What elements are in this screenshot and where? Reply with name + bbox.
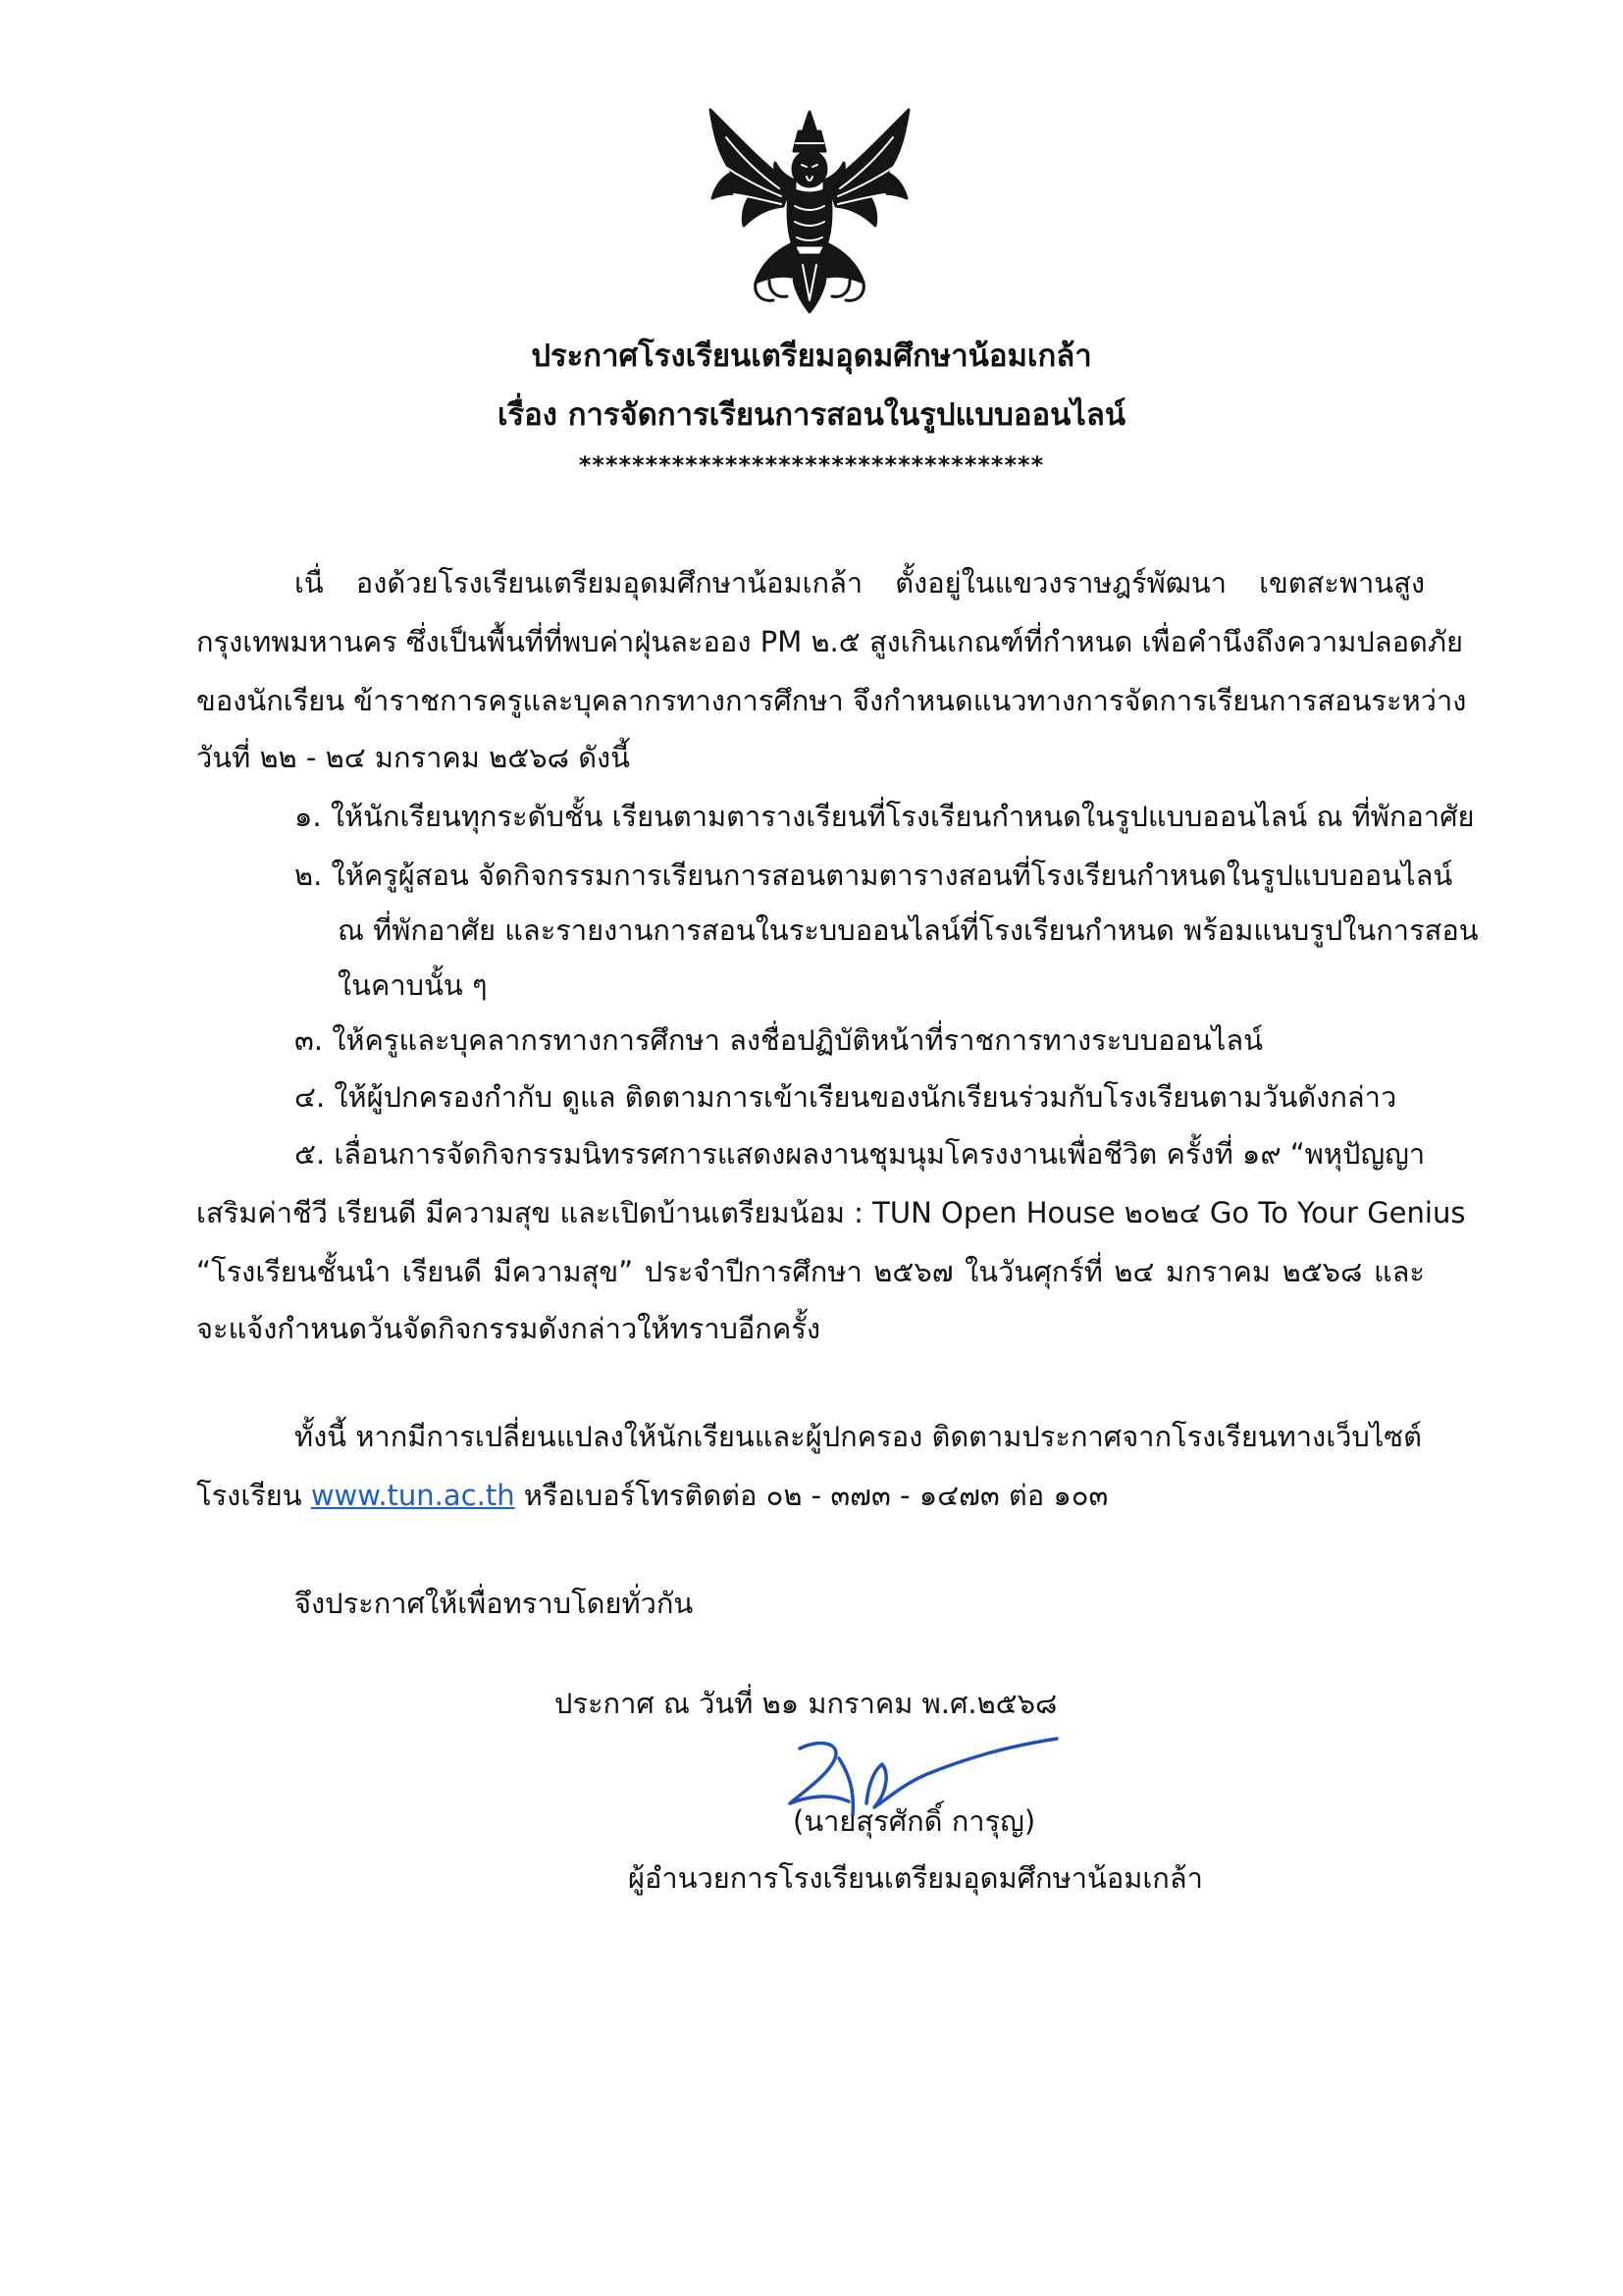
school-website-link[interactable]: www.tun.ac.th [310,1479,515,1512]
list-item-5-line-2: เสริมค่าชีวี เรียนดี มีความสุข และเปิดบ้านเตรียมน้อม : TUN Open House ๒๐๒๔ Go To Your Genius [196,1196,1466,1229]
notice-line-2-prefix: โรงเรียน [196,1479,311,1512]
intro-line-3: ของนักเรียน ข้าราชการครูและบุคลากรทางการศึกษา จึงกำหนดแนวทางการจัดการเรียนการสอนระหว่าง [196,684,1467,717]
list-item-5-line-3: “โรงเรียนชั้นนำ เรียนดี มีความสุข” ประจำปีการศึกษา ๒๕๖๗ ในวันศุกร์ที่ ๒๔ มกราคม ๒๕๖๘ และ [196,1255,1425,1288]
announcement-date: ประกาศ ณ วันที่ ๒๑ มกราคม พ.ศ.๒๕๖๘ [554,1687,1058,1720]
notice-line-2 [196,1476,1108,1515]
list-item-2-line-3: ในคาบนั้น ๆ [338,968,488,1002]
intro-line-2: กรุงเทพมหานคร ซึ่งเป็นพื้นที่ที่พบค่าฝุ่นละออง PM ๒.๕ สูงเกินเกณฑ์ที่กำหนด เพื่อคำนึงถึงความปลอดภัย [196,625,1463,658]
list-item-5-line-4: จะแจ้งกำหนดวันจัดกิจกรรมดังกล่าวให้ทราบอีกครั้ง [196,1312,821,1345]
list-item-2-line-2: ณ ที่พักอาศัย และรายงานการสอนในระบบออนไลน์ที่โรงเรียนกำหนด พร้อมแนบรูปในการสอน [338,913,1479,947]
announcement-title: ประกาศโรงเรียนเตรียมอุดมศึกษาน้อมเกล้า [531,339,1092,374]
signatory-position: ผู้อำนวยการโรงเรียนเตรียมอุดมศึกษาน้อมเกล้า [628,1861,1203,1895]
notice-line-1: ทั้งนี้ หากมีการเปลี่ยนแปลงให้นักเรียนและผู้ปกครอง ติดตามประกาศจากโรงเรียนทางเว็บไซต์ [294,1420,1422,1453]
list-item-1: ๑. ให้นักเรียนทุกระดับชั้น เรียนตามตารางเรียนที่โรงเรียนกำหนดในรูปแบบออนไลน์ ณ ที่พักอาศัย [294,800,1475,833]
list-item-2-line-1: ๒. ให้ครูผู้สอน จัดกิจกรรมการเรียนการสอนตามตารางสอนที่โรงเรียนกำหนดในรูปแบบออนไลน์ [294,859,1453,892]
intro-line-4: วันที่ ๒๒ - ๒๔ มกราคม ๒๕๖๘ ดังนี้ [196,741,631,774]
list-item-4: ๔. ให้ผู้ปกครองกำกับ ดูแล ติดตามการเข้าเรียนของนักเรียนร่วมกับโรงเรียนตามวันดังกล่าว [294,1080,1397,1114]
signatory-name: (นายสุรศักดิ์ การุญ) [793,1804,1036,1838]
title-separator: *********************************** [578,451,1045,479]
list-item-3: ๓. ให้ครูและบุคลากรทางการศึกษา ลงชื่อปฏิบัติหน้าที่ราชการทางระบบออนไลน์ [294,1023,1263,1057]
intro-line-1: เนื่ องด้วยโรงเรียนเตรียมอุดมศึกษาน้อมเกล้า ตั้งอยู่ในแขวงราษฎร์พัฒนา เขตสะพานสูง [294,566,1425,600]
list-item-5-line-1: ๕. เลื่อนการจัดกิจกรรมนิทรรศการแสดงผลงานชุมนุมโครงงานเพื่อชีวิต ครั้งที่ ๑๙ “พหุปัญญา [294,1137,1426,1171]
announcement-subject: เรื่อง การจัดการเรียนการสอนในรูปแบบออนไลน์ [497,397,1126,433]
garuda-emblem-icon [697,108,922,319]
notice-line-2-suffix: หรือเบอร์โทรติดต่อ ๐๒ - ๓๗๓ - ๑๔๗๓ ต่อ ๑๐๓ [514,1479,1109,1512]
closing-announcement: จึงประกาศให้เพื่อทราบโดยทั่วกัน [294,1587,694,1620]
